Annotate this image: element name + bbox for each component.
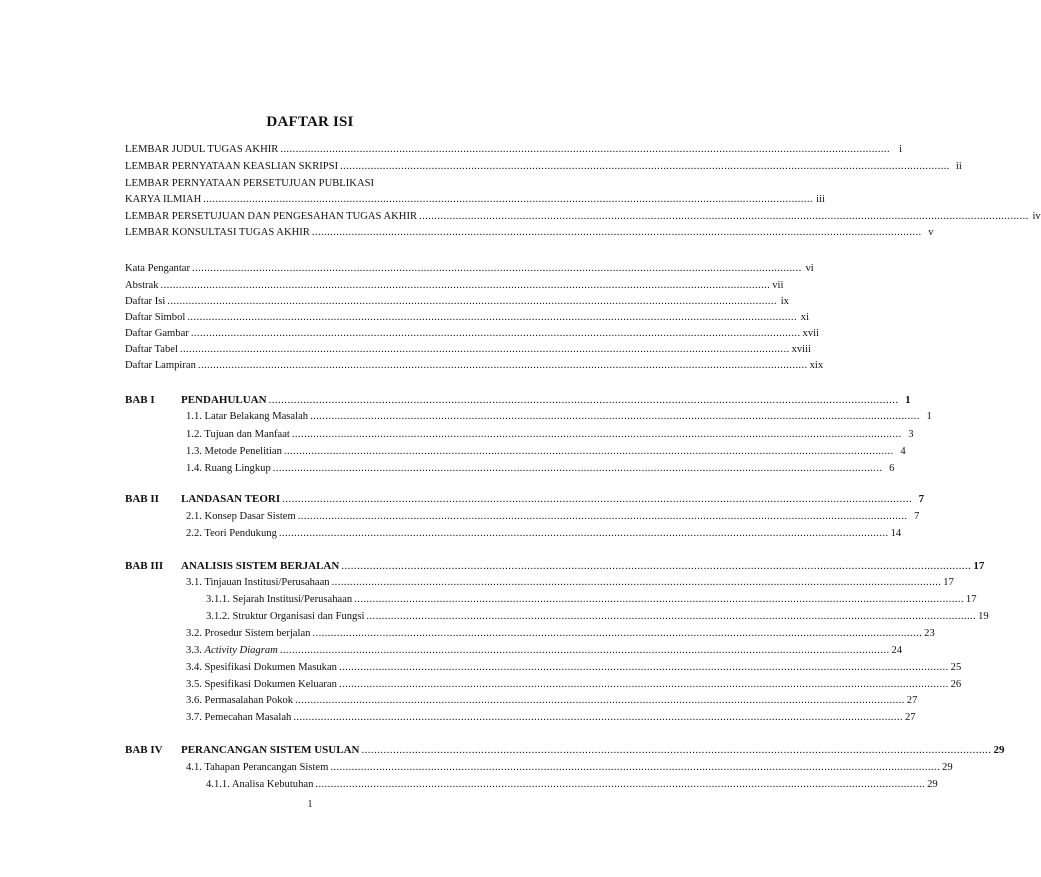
- dot-leader: ........................................................................................................................................................................................................: [310, 411, 920, 422]
- toc-entry-page: xvii: [802, 328, 819, 339]
- dot-leader: ........................................................................................................................................................................................................: [283, 446, 894, 457]
- dot-leader: ........................................................................................................................................................................................................: [340, 161, 950, 172]
- dot-leader: ........................................................................................................................................................................................................: [330, 762, 941, 773]
- toc-entry-page: iii: [816, 194, 825, 205]
- page-title: DAFTAR ISI: [266, 114, 354, 130]
- toc-entry-page: xix: [809, 360, 824, 371]
- toc-subsection-page: 17: [965, 594, 977, 605]
- toc-section: [186, 527, 902, 541]
- dot-leader: ........................................................................................................................................................................................................: [278, 528, 889, 539]
- toc-subsection: [206, 593, 977, 607]
- toc-entry-label: Kata Pengantar: [125, 263, 191, 274]
- toc-section-page: 27: [905, 712, 916, 723]
- dot-leader: ........................................................................................................................................................................................................: [311, 227, 922, 238]
- toc-entry: [125, 295, 789, 309]
- toc-entry-page: v: [928, 227, 934, 238]
- toc-entry: [125, 279, 784, 293]
- toc-section-label: 2.1. Konsep Dasar Sistem: [186, 511, 296, 522]
- page-number-footer: 1: [307, 799, 313, 810]
- toc-entry-label: LEMBAR PERNYATAAN PERSETUJUAN PUBLIKASI: [125, 178, 375, 189]
- toc-section: [186, 644, 903, 658]
- dot-leader: ........................................................................................................................................................................................................: [366, 611, 977, 622]
- dot-leader: ........................................................................................................................................................................................................: [190, 328, 801, 339]
- dot-leader: ........................................................................................................................................................................................................: [312, 628, 923, 639]
- chapter-title: PENDAHULUAN: [181, 394, 267, 406]
- dot-leader: ........................................................................................................................................................................................................: [354, 594, 964, 605]
- toc-subsection: [206, 610, 989, 624]
- toc-section-page: 1: [926, 411, 932, 422]
- dot-leader: ........................................................................................................................................................................................................: [160, 280, 771, 291]
- dot-leader: ........................................................................................................................................................................................................: [293, 712, 903, 723]
- toc-section: [186, 661, 962, 675]
- toc-section-page: 26: [950, 679, 962, 690]
- dot-leader: ........................................................................................................................................................................................................: [197, 360, 808, 371]
- toc-section: [186, 510, 920, 524]
- toc-section-label: 3.6. Permasalahan Pokok: [186, 695, 294, 706]
- toc-section-page: 27: [906, 695, 918, 706]
- toc-section-label: 3.1. Tinjauan Institusi/Perusahaan: [186, 577, 330, 588]
- dot-leader: ........................................................................................................................................................................................................: [167, 296, 777, 307]
- toc-entry: [125, 226, 934, 240]
- toc-section-label: 3.7. Pemecahan Masalah: [186, 712, 292, 723]
- toc-section-page: 7: [914, 511, 920, 522]
- toc-subsection-label: 3.1.1. Sejarah Institusi/Perusahaan: [206, 594, 353, 605]
- dot-leader: ........................................................................................................................................................................................................: [272, 463, 883, 474]
- toc-section-label: 1.4. Ruang Lingkup: [186, 463, 271, 474]
- toc-section: [186, 410, 932, 424]
- dot-leader: ........................................................................................................................................................................................................: [331, 577, 942, 588]
- dot-leader: ........................................................................................................................................................................................................: [315, 779, 926, 790]
- chapter-title: PERANCANGAN SISTEM USULAN: [181, 744, 360, 756]
- toc-subsection-page: 29: [927, 779, 938, 790]
- toc-entry-label: Daftar Gambar: [125, 328, 189, 339]
- toc-section-label: [186, 644, 278, 657]
- toc-entry: [125, 143, 903, 157]
- dot-leader: ........................................................................................................................................................................................................: [361, 744, 992, 756]
- toc-section: [186, 694, 918, 708]
- chapter-number: BAB III: [125, 560, 164, 572]
- toc-section-page: 3: [908, 429, 914, 440]
- toc-entry-label: KARYA ILMIAH: [125, 194, 202, 205]
- toc-entry-page: xi: [800, 312, 810, 323]
- toc-section: [186, 761, 953, 775]
- dot-leader: ........................................................................................................................................................................................................: [192, 263, 802, 274]
- dot-leader: ........................................................................................................................................................................................................: [341, 560, 972, 572]
- toc-section-label: 3.5. Spesifikasi Dokumen Keluaran: [186, 679, 337, 690]
- dot-leader: ........................................................................................................................................................................................................: [338, 679, 949, 690]
- toc-entry-label: LEMBAR PERNYATAAN KEASLIAN SKRIPSI: [125, 161, 339, 172]
- toc-subsection-label: 3.1.2. Struktur Organisasi dan Fungsi: [206, 611, 365, 622]
- chapter-heading: [125, 493, 925, 507]
- toc-section-page: 23: [924, 628, 935, 639]
- chapter-page: 29: [993, 744, 1005, 756]
- toc-entry: [125, 343, 812, 357]
- chapter-page: 17: [973, 560, 985, 572]
- toc-entry-label: Daftar Tabel: [125, 344, 178, 355]
- dot-leader: ........................................................................................................................................................................................................: [282, 493, 913, 505]
- dot-leader: ........................................................................................................................................................................................................: [419, 211, 1029, 222]
- toc-section-page: 17: [943, 577, 954, 588]
- chapter-title: ANALISIS SISTEM BERJALAN: [181, 560, 340, 572]
- dot-leader: ........................................................................................................................................................................................................: [179, 344, 790, 355]
- toc-section-page: 6: [889, 463, 895, 474]
- section-number: 3.3.: [186, 645, 205, 656]
- toc-section-label: 3.2. Prosedur Sistem berjalan: [186, 628, 311, 639]
- toc-entry-page: xviii: [791, 344, 812, 355]
- toc-entry: [125, 311, 810, 325]
- toc-section-label: 4.1. Tahapan Perancangan Sistem: [186, 762, 329, 773]
- toc-entry: [125, 193, 825, 207]
- toc-entry-label: LEMBAR PERSETUJUAN DAN PENGESAHAN TUGAS AKHIR: [125, 211, 418, 222]
- dot-leader: ........................................................................................................................................................................................................: [280, 144, 891, 155]
- chapter-page: 7: [918, 493, 925, 505]
- dot-leader: ........................................................................................................................................................................................................: [291, 429, 902, 440]
- toc-entry-page: ix: [780, 296, 789, 307]
- dot-leader: ........................................................................................................................................................................................................: [187, 312, 798, 323]
- chapter-heading: [125, 394, 911, 408]
- chapter-title: LANDASAN TEORI: [181, 493, 281, 505]
- chapter-heading: [125, 560, 985, 574]
- dot-leader: ........................................................................................................................................................................................................: [295, 695, 905, 706]
- toc-entry: [125, 359, 824, 373]
- toc-entry-page: vi: [805, 263, 814, 274]
- toc-entry-label: LEMBAR KONSULTASI TUGAS AKHIR: [125, 227, 310, 238]
- dot-leader: ........................................................................................................................................................................................................: [203, 194, 813, 205]
- toc-entry-label: Abstrak: [125, 280, 159, 291]
- toc-section: [186, 627, 935, 641]
- toc-entry-label: Daftar Isi: [125, 296, 166, 307]
- toc-section-label: 1.2. Tujuan dan Manfaat: [186, 429, 290, 440]
- toc-section: [186, 576, 954, 590]
- toc-section: [186, 428, 914, 442]
- toc-entry-label: Daftar Simbol: [125, 312, 186, 323]
- toc-section-page: 24: [891, 645, 903, 656]
- dot-leader: ........................................................................................................................................................................................................: [268, 394, 899, 406]
- toc-entry-page: i: [899, 144, 903, 155]
- toc-section-label: 2.2. Teori Pendukung: [186, 528, 277, 539]
- chapter-number: BAB I: [125, 394, 155, 406]
- section-title-italic: Activity Diagram: [204, 645, 278, 656]
- toc-subsection-label: 4.1.1. Analisa Kebutuhan: [206, 779, 314, 790]
- toc-subsection: [206, 778, 938, 792]
- dot-leader: ........................................................................................................................................................................................................: [338, 662, 949, 673]
- toc-entry: [125, 327, 819, 341]
- toc-section-page: 29: [942, 762, 953, 773]
- toc-entry-page: ii: [955, 161, 962, 172]
- toc-entry-page: vii: [772, 280, 784, 291]
- toc-entry: [125, 210, 1041, 224]
- toc-section: [186, 711, 916, 725]
- toc-entry: [125, 262, 814, 276]
- toc-section-page: 4: [900, 446, 906, 457]
- toc-section-page: 25: [950, 662, 962, 673]
- toc-entry-label: Daftar Lampiran: [125, 360, 196, 371]
- toc-entry: [125, 160, 962, 174]
- toc-section: [186, 445, 906, 459]
- chapter-number: BAB II: [125, 493, 159, 505]
- toc-section: [186, 678, 962, 692]
- toc-entry: [125, 177, 531, 191]
- toc-entry-label: LEMBAR JUDUL TUGAS AKHIR: [125, 144, 279, 155]
- toc-section-label: 3.4. Spesifikasi Dokumen Masukan: [186, 662, 337, 673]
- toc-section-label: 1.1. Latar Belakang Masalah: [186, 411, 309, 422]
- toc-entry-page: iv: [1032, 211, 1041, 222]
- chapter-page: 1: [905, 394, 911, 406]
- toc-section-label: 1.3. Metode Penelitian: [186, 446, 282, 457]
- dot-leader: ........................................................................................................................................................................................................: [297, 511, 908, 522]
- toc-section-page: 14: [890, 528, 902, 539]
- toc-subsection-page: 19: [978, 611, 989, 622]
- dot-leader: ........................................................................................................................................................................................................: [279, 645, 890, 656]
- chapter-number: BAB IV: [125, 744, 163, 756]
- chapter-heading: [125, 744, 1005, 758]
- toc-section: [186, 462, 895, 476]
